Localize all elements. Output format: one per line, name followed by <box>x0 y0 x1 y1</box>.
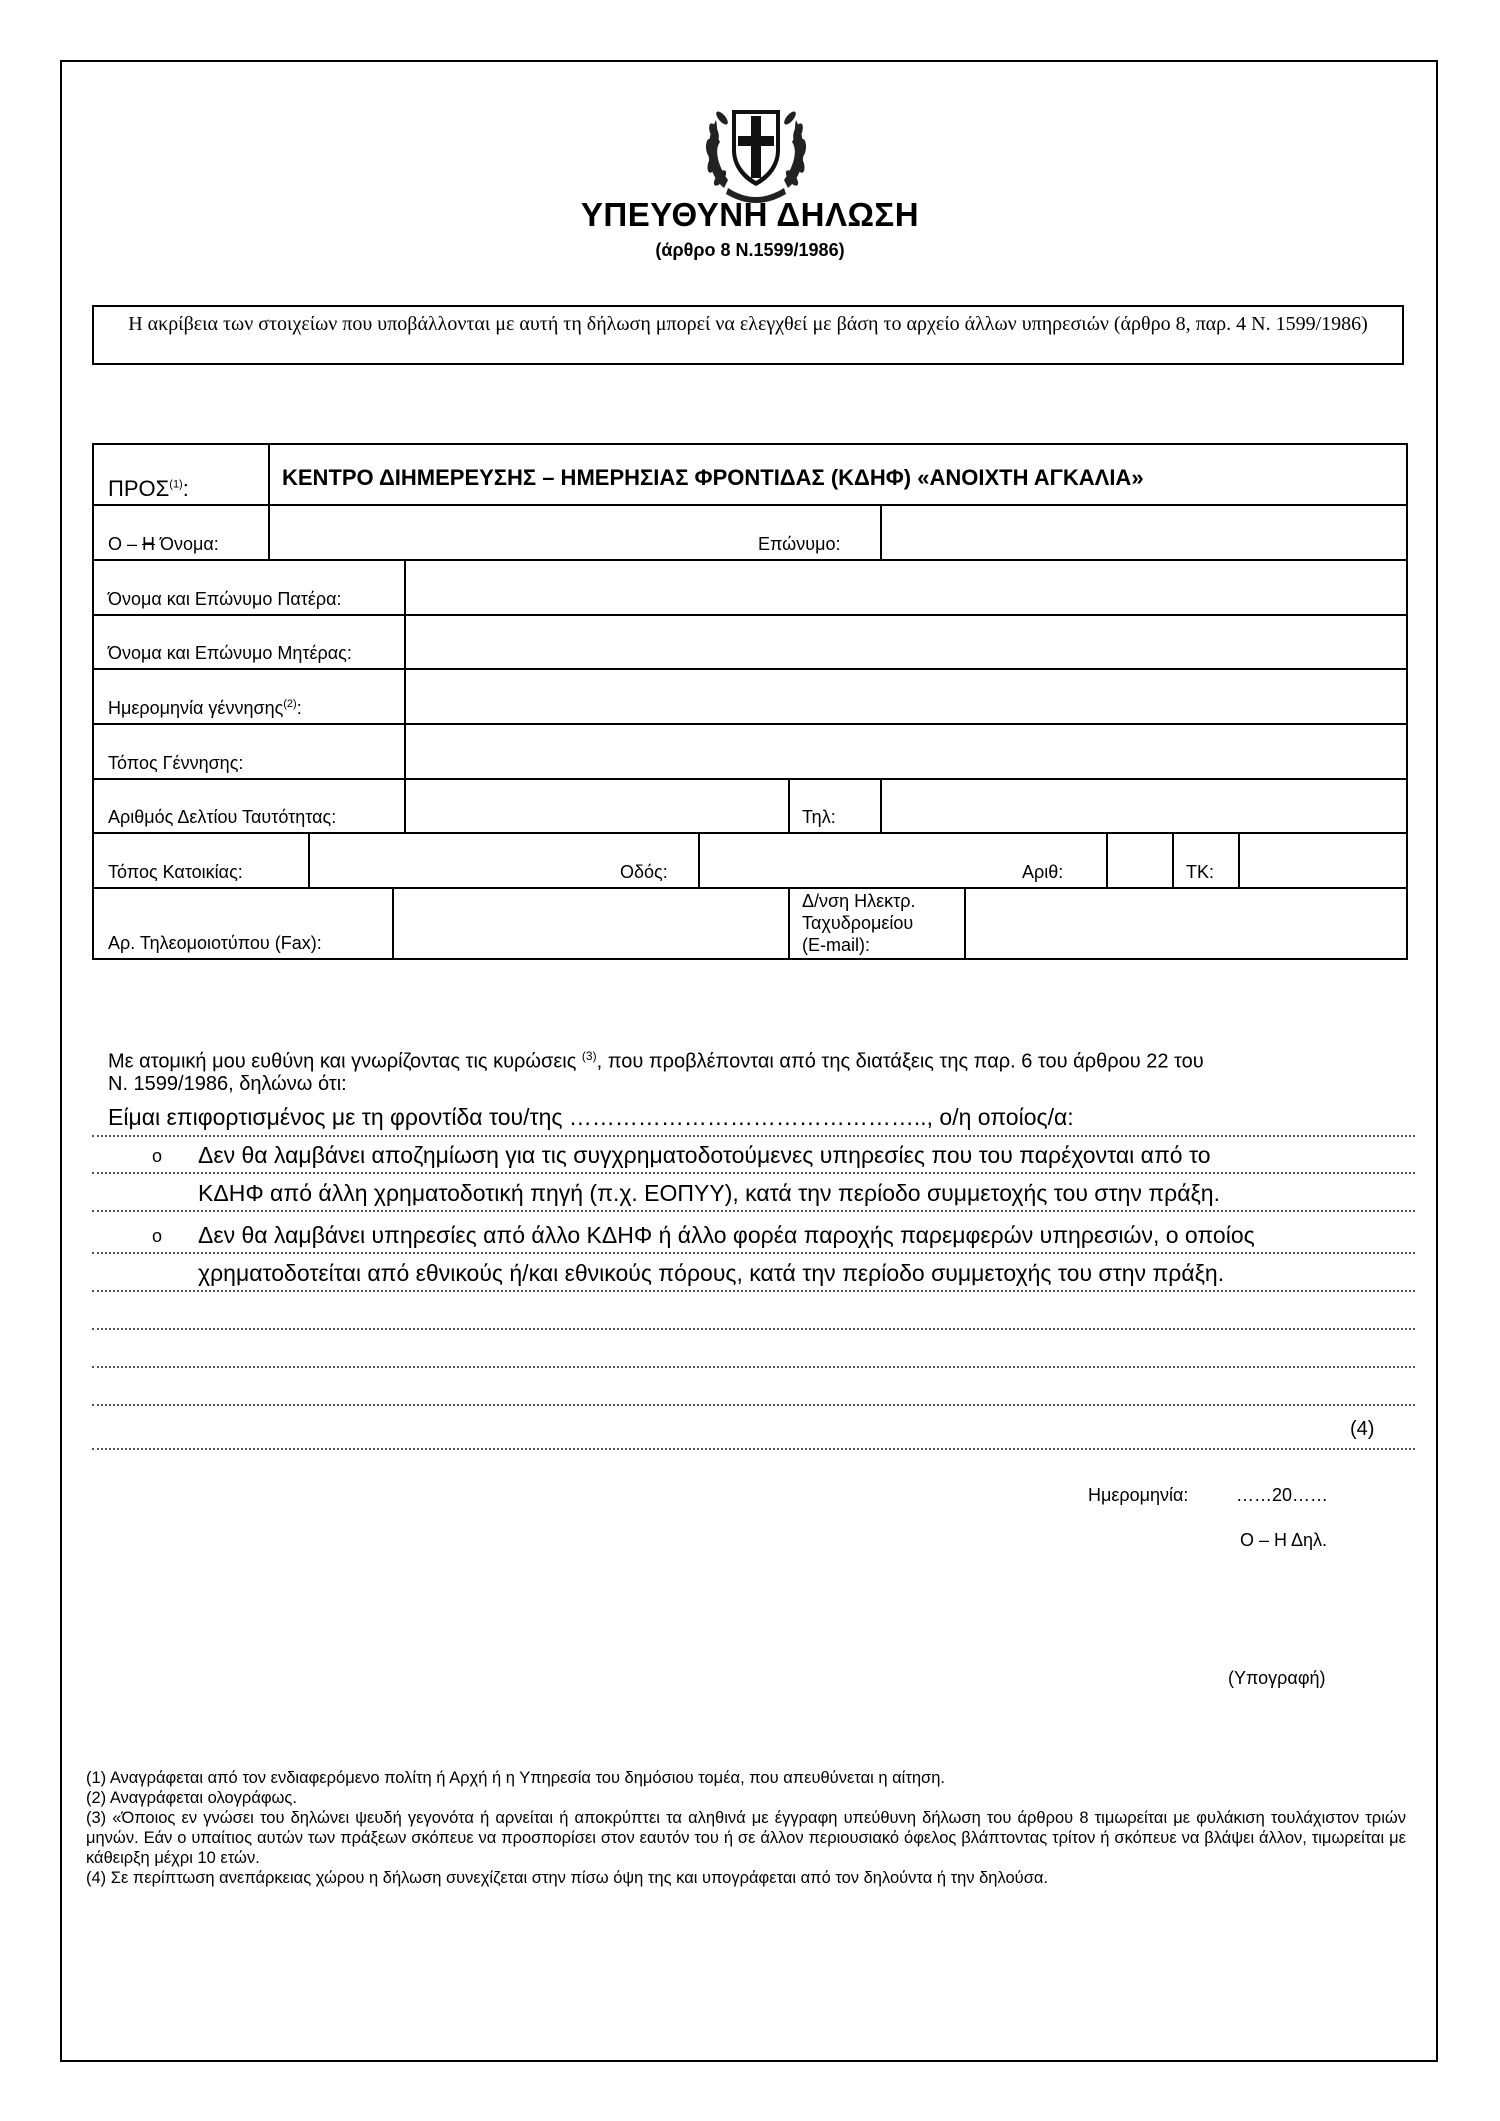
date-value[interactable]: ……20…… <box>1236 1485 1329 1505</box>
first-name-field[interactable] <box>268 506 746 559</box>
mother-name-label: Όνομα και Επώνυμο Μητέρας: <box>108 643 352 663</box>
document-title: ΥΠΕΥΘΥΝΗ ΔΗΛΩΣΗ <box>580 196 920 233</box>
id-number-field[interactable] <box>404 780 788 832</box>
fax-label: Αρ. Τηλεομοιοτύπου (Fax): <box>108 933 322 953</box>
date-label: Ημερομηνία: <box>1088 1485 1189 1505</box>
dotted-line <box>92 1252 1415 1254</box>
declaration-intro-line-2: Ν. 1599/1986, δηλώνω ότι: <box>108 1073 347 1095</box>
footnotes <box>86 1768 1406 1888</box>
bullet-2: o <box>152 1226 163 1246</box>
form-row-birthdate <box>92 670 1408 725</box>
blank-dotted-line[interactable] <box>92 1448 1415 1450</box>
dotted-line <box>92 1290 1415 1292</box>
declaration-item-1-line-1: Δεν θα λαμβάνει αποζημίωση για τις συγχρηματοδοτούμενες υπηρεσίες που του παρέχονται από το <box>198 1142 1211 1168</box>
phone-label-cell <box>788 780 880 832</box>
continuation-note-ref: (4) <box>1350 1418 1375 1440</box>
declaration-item-2-line-1: Δεν θα λαμβάνει υπηρεσίες από άλλο ΚΔΗΦ ή άλλο φορέα παροχής παρεμφερών υπηρεσιών, ο οποίος <box>198 1222 1255 1248</box>
street-field[interactable] <box>698 834 1010 887</box>
bullet-1: o <box>152 1146 163 1166</box>
declaration-line-caregiver: Είμαι επιφορτισμένος με τη φροντίδα του/της ……………………………………….., ο/η οποίος/α: <box>108 1104 1074 1130</box>
declaration-item-2-line-2: χρηματοδοτείται από εθνικούς ή/και εθνικούς πόρους, κατά την περίοδο συμμετοχής του στην πράξη. <box>198 1260 1225 1286</box>
declarant-label: Ο – Η Δηλ. <box>1240 1530 1328 1550</box>
phone-label: Τηλ: <box>802 807 836 827</box>
recipient-value-cell <box>268 445 1406 504</box>
birthdate-field[interactable] <box>404 670 1406 723</box>
signature-label: (Υπογραφή) <box>1228 1668 1326 1688</box>
form-row-father <box>92 561 1408 616</box>
fax-field[interactable] <box>392 889 788 958</box>
declaration-intro-line-1: Με ατομική μου ευθύνη και γνωρίζοντας τις κυρώσεις $^{(3)}$, που προβλέπονται από της διατάξεις της παρ. 6 του άρθρου 22 του <box>108 1049 1204 1073</box>
birthplace-label: Τόπος Γέννησης: <box>108 753 244 773</box>
birthplace-field[interactable] <box>404 725 1406 778</box>
footnote-2: (2) Αναγράφεται ολογράφως. <box>86 1789 297 1807</box>
form-row-id <box>92 780 1408 834</box>
zip-label: ΤΚ: <box>1186 862 1215 882</box>
form-row-address <box>92 834 1408 889</box>
dotted-line <box>92 1210 1415 1212</box>
recipient-value: ΚΕΝΤΡΟ ΔΙΗΜΕΡΕΥΣΗΣ – ΗΜΕΡΗΣΙΑΣ ΦΡΟΝΤΙΔΑΣ (ΚΔΗΦ) «ΑΝΟΙΧΤΗ ΑΓΚΑΛΙΑ» <box>282 465 1144 490</box>
form-row-birthplace <box>92 725 1408 780</box>
email-label-cell <box>788 889 964 958</box>
zip-field[interactable] <box>1238 834 1406 887</box>
residence-label: Τόπος Κατοικίας: <box>108 862 243 882</box>
form-row-recipient <box>92 443 1408 506</box>
father-name-field[interactable] <box>404 561 1406 614</box>
greek-coat-of-arms-icon <box>694 88 818 212</box>
blank-dotted-line[interactable] <box>92 1328 1415 1330</box>
street-number-label: Αριθ: <box>1022 862 1064 882</box>
form-row-mother <box>92 616 1408 670</box>
zip-label-cell <box>1172 834 1238 887</box>
footnote-3: (3) «Όποιος εν γνώσει του δηλώνει ψευδή γεγονότα ή αρνείται ή αποκρύπτει τα αληθινά με έγγραφη υπεύθυνη δήλωση του άρθρου 8 τιμωρείται με φυλάκιση τουλάχιστον τριών μηνών. Εάν ο υπαίτιος αυτών των πράξεων σκόπευε να προσπορίσει στον εαυτόν του ή σε άλλον περιουσιακό όφελος βλάπτοντας τρίτον ή σκόπευε να βλάψει άλλον, τιμωρείται με κάθειρξη μέχρι 10 ετών. <box>86 1809 1406 1867</box>
first-name-label: Ο – Η Όνομα: <box>108 534 219 554</box>
residence-field[interactable] <box>308 834 604 887</box>
accuracy-notice: Η ακρίβεια των στοιχείων που υποβάλλονται με αυτή τη δήλωση μπορεί να ελεγχθεί με βάση το αρχείο άλλων υπηρεσιών (άρθρο 8, παρ. 4 Ν. 1599/1986) <box>92 305 1404 365</box>
footnote-4: (4) Σε περίπτωση ανεπάρκειας χώρου η δήλωση συνεχίζεται στην πίσω όψη της και υπογράφεται από τον δηλούντα ή την δηλούσα. <box>86 1869 1048 1887</box>
surname-field[interactable] <box>880 506 1406 559</box>
declarant-form <box>92 443 1408 960</box>
blank-dotted-line[interactable] <box>92 1404 1415 1406</box>
blank-dotted-line[interactable] <box>92 1366 1415 1368</box>
recipient-label: ΠΡΟΣ$^{(1)}$: <box>108 476 189 501</box>
dotted-line <box>92 1172 1415 1174</box>
form-row-name <box>92 506 1408 561</box>
birthdate-label: Ημερομηνία γέννησης$^{(2)}$: <box>108 698 302 718</box>
email-label: Δ/νση Ηλεκτρ. Ταχυδρομείου (E-mail): <box>802 891 916 955</box>
document-subtitle: (άρθρο 8 Ν.1599/1986) <box>655 240 845 260</box>
id-number-label: Αριθμός Δελτίου Ταυτότητας: <box>108 807 337 827</box>
surname-label: Επώνυμο: <box>758 534 841 554</box>
phone-field[interactable] <box>880 780 1406 832</box>
declaration-item-1-line-2: ΚΔΗΦ από άλλη χρηματοδοτική πηγή (π.χ. ΕΟΠΥΥ), κατά την περίοδο συμμετοχής του στην πράξη. <box>198 1180 1220 1206</box>
street-label: Οδός: <box>620 862 668 882</box>
form-row-contact <box>92 889 1408 960</box>
father-name-label: Όνομα και Επώνυμο Πατέρα: <box>108 589 342 609</box>
dotted-line <box>92 1135 1415 1137</box>
mother-name-field[interactable] <box>404 616 1406 668</box>
footnote-1: (1) Αναγράφεται από τον ενδιαφερόμενο πολίτη ή Αρχή ή η Υπηρεσία του δημόσιου τομέα, που απευθύνεται η αίτηση. <box>86 1769 945 1787</box>
street-number-field[interactable] <box>1106 834 1172 887</box>
email-field[interactable] <box>964 889 1406 958</box>
